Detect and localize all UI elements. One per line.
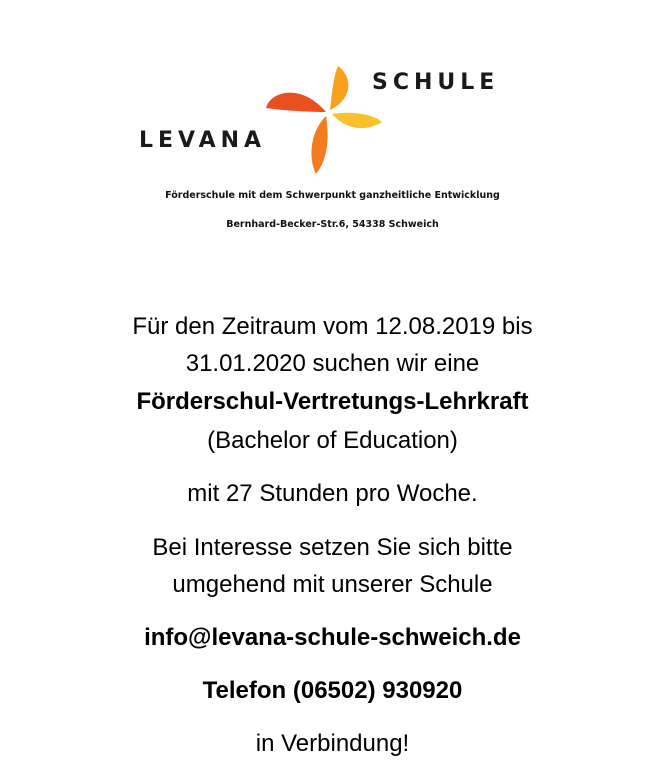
school-subtitle: Förderschule mit dem Schwerpunkt ganzheitliche Entwicklung xyxy=(165,190,500,201)
hours: mit 27 Stunden pro Woche. xyxy=(187,480,478,507)
pinwheel-icon xyxy=(260,62,386,178)
school-address: Bernhard-Becker-Str.6, 54338 Schweich xyxy=(226,219,439,230)
ad-line-1: Für den Zeitraum vom 12.08.2019 bis xyxy=(132,313,533,340)
contact-line-1: Bei Interesse setzen Sie sich bitte xyxy=(152,534,513,561)
ad-line-2: 31.01.2020 suchen wir eine xyxy=(185,350,480,377)
qualification: (Bachelor of Education) xyxy=(207,427,458,454)
contact-line-2: umgehend mit unserer Schule xyxy=(172,571,493,598)
phone-number: Telefon (06502) 930920 xyxy=(202,677,463,704)
logo-word-schule: SCHULE xyxy=(372,70,500,95)
position-title: Förderschul-Vertretungs-Lehrkraft xyxy=(136,388,529,415)
closing-line: in Verbindung! xyxy=(255,730,410,757)
school-logo xyxy=(0,0,665,180)
email-link[interactable]: info@levana-schule-schweich.de xyxy=(144,624,521,651)
logo-word-levana: LEVANA xyxy=(139,128,267,153)
